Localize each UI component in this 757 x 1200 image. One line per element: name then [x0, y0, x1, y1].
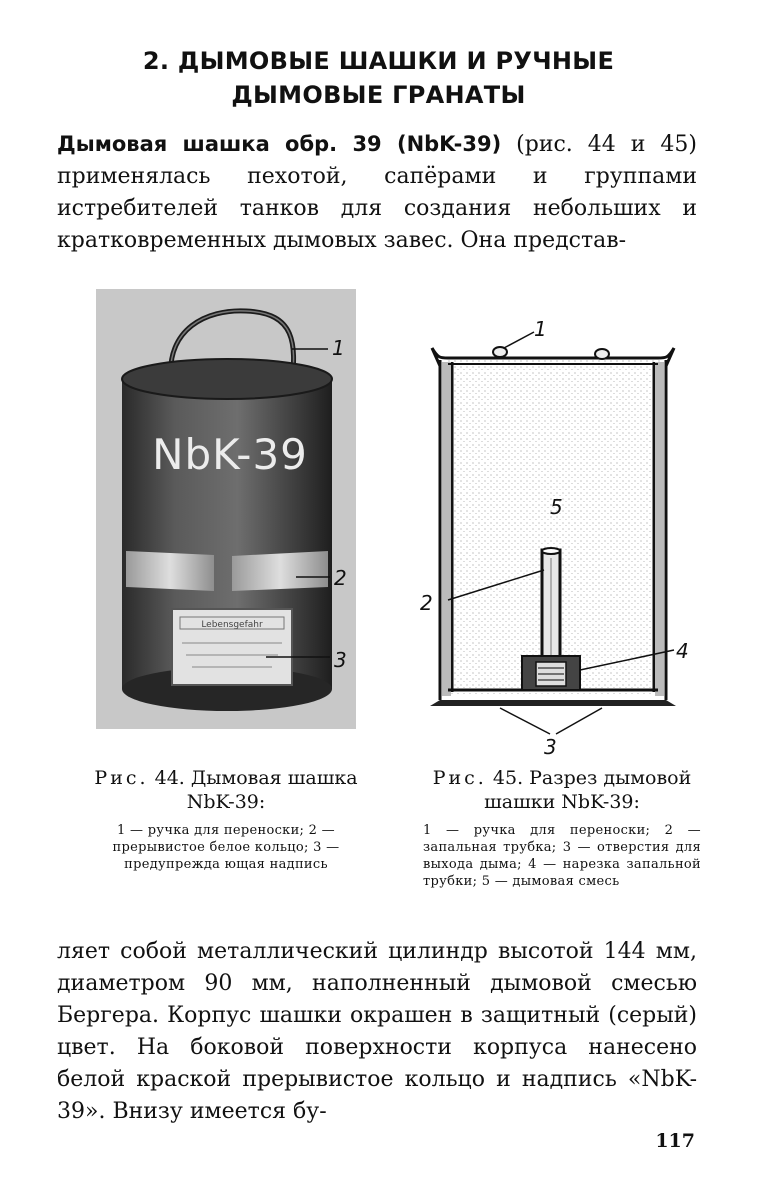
callout-3: 3 — [334, 648, 347, 672]
handle-knob-left — [493, 347, 507, 357]
callout-1: 1 — [332, 336, 345, 360]
callout-5: 5 — [550, 495, 563, 519]
handle-knob-right — [595, 349, 609, 359]
page-number: 117 — [655, 1130, 695, 1152]
warning-label-text: Lebensgefahr — [201, 620, 263, 630]
can-lid — [432, 348, 674, 358]
can-stencil-text: NbK-39 — [152, 430, 308, 479]
callout-2: 2 — [334, 566, 347, 590]
can-top — [122, 359, 332, 399]
caption-45-title: 45. Разрез дымовой шашки NbK-39: — [484, 767, 692, 813]
figure-45-cross-section — [418, 318, 718, 758]
intro-lead: Дымовая шашка обр. 39 (NbK-39) — [57, 132, 502, 156]
caption-45-legend: 1 — ручка для переноски; 2 — запальная трубка; 3 — отверстия для выхода дыма; 4 — нарезка запальной трубки; 5 — дымовая смесь — [423, 823, 701, 889]
caption-44-title: 44. Дымовая шашка NbK-39: — [154, 767, 358, 813]
heading-line-2: ДЫМОВЫЕ ГРАНАТЫ — [231, 81, 526, 109]
intro-paragraph — [57, 128, 697, 257]
caption-44-legend: 1 — ручка для переноски; 2 — прерывистое белое кольцо; 3 — предупрежда ющая надпись — [112, 823, 340, 872]
body-paragraph: ляет собой металлический цилиндр высотой 144 мм, диаметром 90 мм, наполненный дымовой смесью Бергера. Корпус шашки окрашен в защитный (серый) цвет. На боковой поверхности корпуса нанесено белой краской прерывистое кольцо и надпись «NbK-39». Внизу имеется бу- — [57, 939, 697, 1124]
callout-2: 2 — [420, 591, 433, 615]
callout-4: 4 — [676, 639, 689, 663]
callout-line-3a — [500, 708, 550, 734]
figure-45-caption — [423, 766, 701, 890]
callout-1: 1 — [534, 317, 547, 341]
intro-text: (рис. 44 и 45) применялась пехотой, сапёрами и группами истребителей танков для создания небольших и кратковременных дымовых завес. Она представ- — [57, 132, 697, 253]
figure-44-caption — [86, 766, 366, 873]
caption-45-prefix: Рис. — [432, 767, 487, 789]
callout-line-3b — [556, 708, 602, 734]
callout-3: 3 — [544, 735, 557, 759]
figure-44-photo — [96, 289, 356, 729]
section-heading — [40, 44, 717, 112]
caption-44-prefix: Рис. — [94, 767, 149, 789]
can-bottom-plate — [430, 700, 676, 706]
heading-line-1: 2. ДЫМОВЫЕ ШАШКИ И РУЧНЫЕ — [142, 47, 615, 75]
interrupted-ring — [126, 551, 214, 591]
callout-line-1 — [504, 332, 534, 348]
